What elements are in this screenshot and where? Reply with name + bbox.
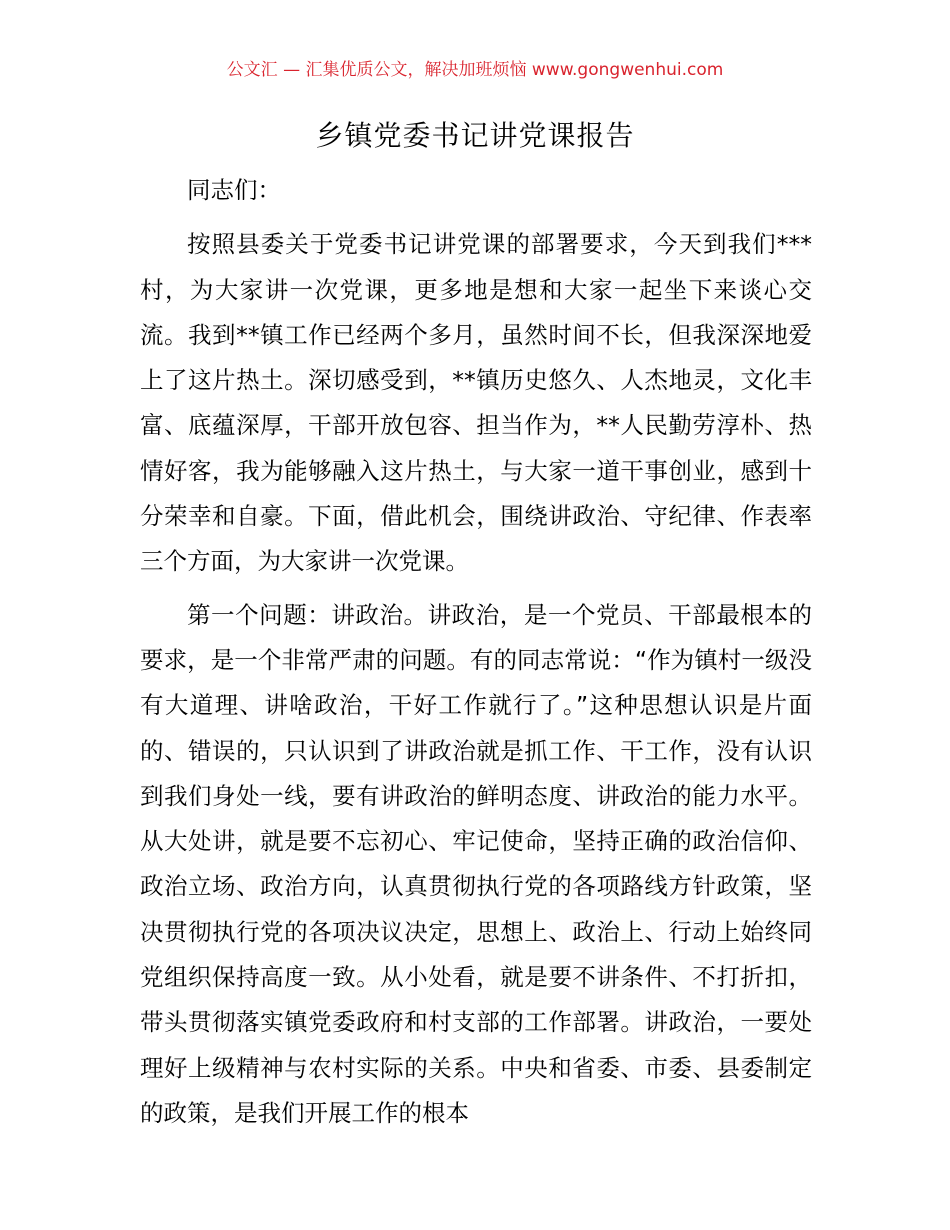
paragraph-2: 第一个问题：讲政治。讲政治，是一个党员、干部最根本的要求，是一个非常严肃的问题。有的同志常说：“作为镇村一级没有大道理、讲啥政治，干好工作就行了。”这种思想认识是片面的、错误的，只认识到了讲政治就是抓工作、干工作，没有认识到我们身处一线，要有讲政治的鲜明态度、讲政治的能力水平。从大处讲，就是要不忘初心、牢记使命，坚持正确的政治信仰、政治立场、政治方向，认真贯彻执行党的各项路线方针政策，坚决贯彻执行党的各项决议决定，思想上、政治上、行动上始终同党组织保持高度一致。从小处看，就是要不讲条件、不打折扣，带头贯彻落实镇党委政府和村支部的工作部署。讲政治，一要处理好上级精神与农村实际的关系。中央和省委、市委、县委制定的政策，是我们开展工作的根本 bbox=[140, 600, 812, 1127]
greeting: 同志们： bbox=[187, 176, 281, 204]
document-body bbox=[140, 168, 812, 1136]
paragraph-1: 按照县委关于党委书记讲党课的部署要求，今天到我们***村，为大家讲一次党课，更多地是想和大家一起坐下来谈心交流。我到**镇工作已经两个多月，虽然时间不长，但我深深地爱上了这片热土。深切感受到，**镇历史悠久、人杰地灵，文化丰富、底蕴深厚，干部开放包容、担当作为，**人民勤劳淳朴、热情好客，我为能够融入这片热土，与大家一道干事创业，感到十分荣幸和自豪。下面，借此机会，围绕讲政治、守纪律、作表率三个方面，为大家讲一次党课。 bbox=[140, 230, 812, 576]
header-banner: 公文汇 — 汇集优质公文，解决加班烦恼 www.gongwenhui.com bbox=[226, 60, 724, 80]
document-title: 乡镇党委书记讲党课报告 bbox=[315, 119, 635, 152]
